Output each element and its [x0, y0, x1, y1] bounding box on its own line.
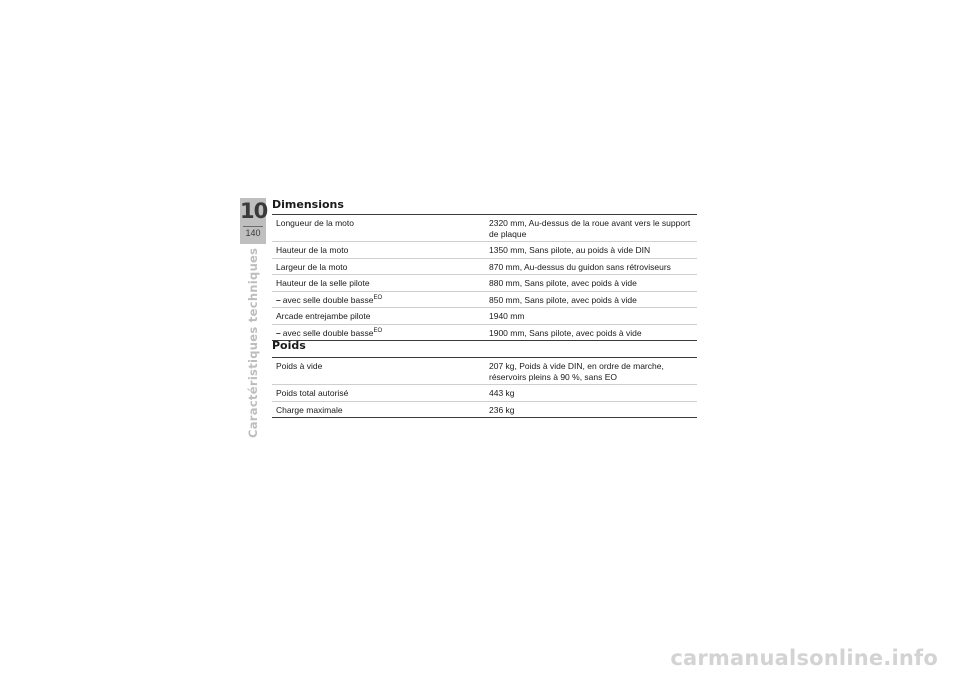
- poids-table: [272, 357, 697, 418]
- dash-marker: –: [276, 327, 281, 338]
- table-row: [272, 292, 697, 309]
- chapter-number: 10: [240, 199, 268, 223]
- chapter-title-vertical: Caractéristiques techniques: [246, 247, 260, 438]
- spec-value: 443 kg: [489, 388, 515, 398]
- spec-label: [272, 325, 487, 341]
- spec-label: [272, 292, 487, 308]
- table-row: [272, 402, 697, 419]
- dash-marker: –: [276, 294, 281, 305]
- table-row: [272, 385, 697, 402]
- spec-value: 1900 mm, Sans pilote, avec poids à vide: [489, 327, 642, 338]
- optional-equipment-marker: EO: [373, 327, 383, 334]
- watermark: carmanualsonline.info: [670, 646, 938, 670]
- table-row: [272, 275, 697, 292]
- spec-value: 850 mm, Sans pilote, avec poids à vide: [489, 294, 637, 305]
- spec-label: Poids total autorisé: [276, 388, 349, 398]
- tab-divider: [243, 226, 263, 227]
- table-row: [272, 242, 697, 259]
- table-row: [272, 308, 697, 325]
- spec-value: 236 kg: [489, 404, 515, 415]
- chapter-tab: [240, 198, 266, 244]
- spec-value: 2320 mm, Au-dessus de la roue avant vers le support de plaque: [489, 218, 691, 239]
- optional-equipment-marker: EO: [373, 294, 383, 301]
- dimensions-heading: Dimensions: [272, 198, 344, 211]
- spec-label-text: avec selle double basse: [282, 327, 374, 338]
- table-row: [272, 325, 697, 342]
- spec-label: Hauteur de la moto: [276, 245, 349, 255]
- spec-value: 1940 mm: [489, 311, 525, 321]
- spec-value: 880 mm, Sans pilote, avec poids à vide: [489, 278, 637, 288]
- spec-value: 207 kg, Poids à vide DIN, en ordre de marche, réservoirs pleins à 90 %, sans EO: [489, 361, 664, 382]
- spec-value: 870 mm, Au-dessus du guidon sans rétroviseurs: [489, 261, 671, 272]
- poids-heading: Poids: [272, 339, 306, 352]
- spec-value: 1350 mm, Sans pilote, au poids à vide DIN: [489, 245, 651, 255]
- spec-label: Charge maximale: [276, 404, 343, 415]
- table-row: [272, 358, 697, 385]
- dimensions-table: [272, 214, 697, 341]
- spec-label: Hauteur de la selle pilote: [276, 278, 370, 288]
- spec-label: Longueur de la moto: [276, 218, 354, 228]
- table-row: [272, 215, 697, 242]
- spec-label-text: avec selle double basse: [282, 294, 374, 305]
- spec-label: Poids à vide: [276, 361, 323, 371]
- spec-label: Arcade entrejambe pilote: [276, 311, 371, 321]
- page-number: 140: [245, 228, 261, 238]
- spec-label: Largeur de la moto: [276, 261, 348, 272]
- table-row: [272, 259, 697, 276]
